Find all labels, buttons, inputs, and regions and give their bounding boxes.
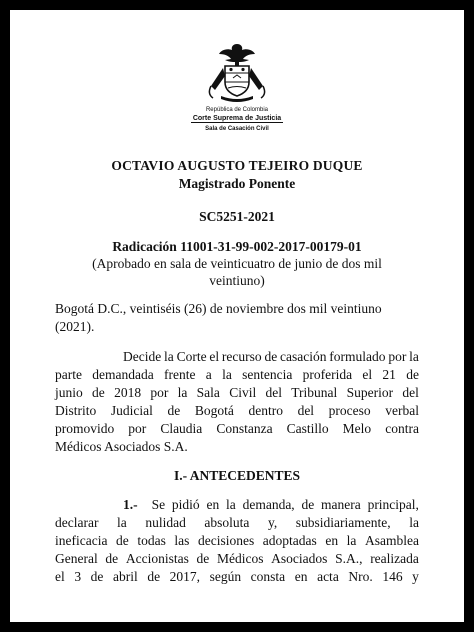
word: del <box>265 385 282 400</box>
word: de <box>301 497 315 512</box>
word: proceso <box>328 403 371 418</box>
word: principal, <box>367 497 419 512</box>
word: formulado <box>329 349 386 364</box>
word: verbal <box>385 403 419 418</box>
word: Superior <box>346 385 394 400</box>
word: 21 <box>382 367 396 382</box>
word: nulidad <box>145 515 186 530</box>
word: subsidiariamente, <box>295 515 391 530</box>
word: Judicial <box>110 403 153 418</box>
word: recurso <box>221 349 262 364</box>
word: proferida <box>302 367 353 382</box>
word: Civil <box>229 385 257 400</box>
location-date-line-1: Bogotá D.C., veintiséis (26) de noviembre dos mil veintiuno <box>55 301 382 316</box>
word: adoptadas <box>262 533 317 548</box>
intro-line-6: Médicos Asociados S.A. <box>55 439 188 454</box>
word: Nro. <box>348 569 373 584</box>
word: de <box>90 569 104 584</box>
word: Asociados <box>271 551 328 566</box>
word: S.A., <box>335 551 363 566</box>
word: manera <box>321 497 361 512</box>
word: en <box>325 533 339 548</box>
numbered-line-1-text <box>152 496 419 514</box>
word: consta <box>250 569 286 584</box>
document-page <box>10 10 464 622</box>
word: parte <box>55 367 82 382</box>
word: acta <box>317 569 339 584</box>
word: la <box>222 367 232 382</box>
numbered-line-4 <box>55 550 419 568</box>
word: Decide <box>123 349 162 364</box>
word: las <box>174 533 190 548</box>
word: Melo <box>342 421 372 436</box>
word: Constanza <box>216 421 273 436</box>
seal-chamber-text: Sala de Casación Civil <box>205 126 269 132</box>
seal-court-text <box>10 115 464 122</box>
approval-note-line-1: (Aprobado en sala de veinticuatro de junio de dos mil <box>92 256 382 271</box>
word: declarar <box>55 515 99 530</box>
word: de <box>167 403 181 418</box>
word: promovido <box>55 421 115 436</box>
word: el <box>362 367 373 382</box>
word: demandada <box>92 367 154 382</box>
location-date-paragraph <box>55 300 419 336</box>
intro-line-5 <box>55 420 419 438</box>
magistrate-name: OCTAVIO AUGUSTO TEJEIRO DUQUE <box>111 158 363 173</box>
word: dentro <box>248 403 283 418</box>
numbered-line-5 <box>55 568 419 586</box>
word: ineficacia <box>55 533 108 548</box>
location-date-line-2: (2021). <box>55 319 95 334</box>
word: 3 <box>74 569 82 584</box>
word: 2018 <box>114 385 142 400</box>
word: Se <box>151 497 166 512</box>
word: Médicos <box>216 551 264 566</box>
word: y, <box>267 515 278 530</box>
word: General <box>55 551 98 566</box>
word: por <box>388 349 407 364</box>
intro-line-4 <box>55 402 419 420</box>
intro-line-1 <box>55 348 419 366</box>
word: la <box>164 349 174 364</box>
word: junio <box>55 385 83 400</box>
word: todas <box>137 533 166 548</box>
word: la <box>409 515 419 530</box>
word: Claudia <box>160 421 203 436</box>
word: a <box>205 367 212 382</box>
intro-line-3 <box>55 384 419 402</box>
word: Tribunal <box>291 385 338 400</box>
word: según <box>209 569 242 584</box>
intro-paragraph <box>55 348 419 456</box>
word: la <box>346 533 357 548</box>
word: decisiones <box>197 533 255 548</box>
word: de <box>147 569 161 584</box>
word: la <box>409 349 419 364</box>
numbered-line-2 <box>55 514 419 532</box>
word: sentencia <box>242 367 293 382</box>
word: el <box>209 349 220 364</box>
numbered-line-3 <box>55 532 419 550</box>
word: Corte <box>176 349 207 364</box>
word: en <box>294 569 308 584</box>
word: Distrito <box>55 403 97 418</box>
word: realizada <box>370 551 419 566</box>
word: Bogotá <box>194 403 234 418</box>
word: de <box>105 551 119 566</box>
radicacion-number: Radicación 11001-31-99-002-2017-00179-01 <box>112 239 362 254</box>
word: demanda, <box>242 497 295 512</box>
word: pidió <box>171 497 200 512</box>
word: frente <box>164 367 196 382</box>
approval-note-line-2: veintiuno) <box>209 273 265 288</box>
word: casación <box>280 349 327 364</box>
intro-line-2 <box>55 366 419 384</box>
seal-country-text: República de Colombia <box>205 107 269 113</box>
word: Asamblea <box>364 533 419 548</box>
paragraph-number: 1.- <box>123 497 138 512</box>
magistrate-role: Magistrado Ponente <box>178 176 296 191</box>
word: en <box>206 497 220 512</box>
word: la <box>177 385 188 400</box>
word: abril <box>112 569 138 584</box>
word: del <box>402 385 419 400</box>
word: 146 <box>382 569 403 584</box>
word: de <box>92 385 105 400</box>
seal-court-label: Corte Suprema de Justicia <box>192 115 282 122</box>
word: de <box>406 367 419 382</box>
word: Accionistas <box>125 551 189 566</box>
word: Sala <box>196 385 220 400</box>
word: de <box>264 349 278 364</box>
word: el <box>55 569 65 584</box>
word: Castillo <box>286 421 329 436</box>
case-number: SC5251-2021 <box>199 209 275 224</box>
word: la <box>226 497 236 512</box>
word: de <box>116 533 129 548</box>
word: por <box>150 385 169 400</box>
section-heading-antecedentes: I.- ANTECEDENTES <box>173 468 301 483</box>
word: absoluta <box>204 515 250 530</box>
word: del <box>297 403 315 418</box>
numbered-line-1 <box>55 496 419 514</box>
word: y <box>412 569 419 584</box>
word: contra <box>385 421 419 436</box>
word: la <box>117 515 127 530</box>
word: por <box>128 421 147 436</box>
numbered-paragraph-1 <box>55 496 419 586</box>
word: de <box>196 551 210 566</box>
word: 2017, <box>169 569 201 584</box>
